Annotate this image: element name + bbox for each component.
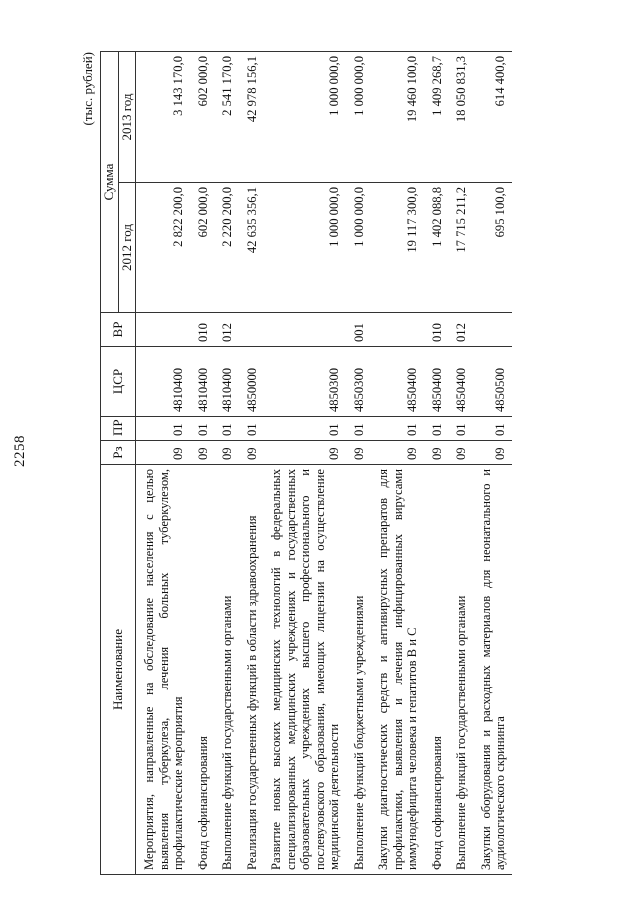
cell-name: Выполнение функций государственными органами: [214, 465, 239, 875]
table-row: [424, 52, 449, 875]
cell-csr: 4850500: [473, 347, 512, 417]
cell-csr: 4850400: [424, 347, 449, 417]
cell-vr: 010: [424, 313, 449, 347]
table-header: [101, 52, 136, 875]
page-number: 2258: [12, 435, 28, 467]
cell-pr: 01: [263, 417, 346, 441]
header-year-2013: 2013 год: [118, 52, 136, 183]
cell-vr: [473, 313, 512, 347]
cell-name: Фонд софинансирования: [424, 465, 449, 875]
table-row: [214, 52, 239, 875]
cell-name: Фонд софинансирования: [190, 465, 215, 875]
cell-2013: 19 460 100,0: [370, 52, 424, 183]
cell-rz: 09: [239, 441, 264, 465]
cell-vr: 012: [448, 313, 473, 347]
cell-vr: [239, 313, 264, 347]
cell-pr: 01: [239, 417, 264, 441]
cell-vr: [370, 313, 424, 347]
cell-name: Выполнение функций бюджетными учреждениями: [346, 465, 371, 875]
header-csr: ЦСР: [101, 347, 136, 417]
cell-2012: 1 402 088,8: [424, 183, 449, 313]
cell-pr: 01: [424, 417, 449, 441]
cell-2012: 17 715 211,2: [448, 183, 473, 313]
header-vr: ВР: [101, 313, 136, 347]
cell-2013: 18 050 831,3: [448, 52, 473, 183]
cell-2012: 602 000,0: [190, 183, 215, 313]
cell-csr: 4810400: [214, 347, 239, 417]
cell-rz: 09: [190, 441, 215, 465]
cell-rz: 09: [263, 441, 346, 465]
table-row: [190, 52, 215, 875]
cell-rz: 09: [473, 441, 512, 465]
cell-2013: 1 000 000,0: [346, 52, 371, 183]
units-label: (тыс. рублей): [80, 52, 95, 126]
cell-rz: 09: [424, 441, 449, 465]
cell-2013: 2 541 170,0: [214, 52, 239, 183]
header-sum: Сумма: [101, 52, 119, 313]
cell-name: Мероприятия, направленные на обследование населения с целью выявления туберкулеза, лечения больных туберкулезом, профилактические мероприятия: [136, 465, 190, 875]
cell-vr: [136, 313, 190, 347]
cell-name: Закупки оборудования и расходных материалов для неонатального и аудиологического скрининга: [473, 465, 512, 875]
cell-2012: 19 117 300,0: [370, 183, 424, 313]
cell-vr: 012: [214, 313, 239, 347]
cell-csr: 4850400: [370, 347, 424, 417]
header-rz: Рз: [101, 441, 136, 465]
cell-2012: 2 822 200,0: [136, 183, 190, 313]
budget-table: [100, 51, 512, 875]
cell-pr: 01: [190, 417, 215, 441]
cell-2012: 1 000 000,0: [263, 183, 346, 313]
cell-pr: 01: [136, 417, 190, 441]
cell-csr: 4850000: [239, 347, 264, 417]
cell-2013: 3 143 170,0: [136, 52, 190, 183]
cell-vr: 001: [346, 313, 371, 347]
header-pr: ПР: [101, 417, 136, 441]
cell-pr: 01: [214, 417, 239, 441]
cell-name: Развитие новых высоких медицинских технологий в федеральных специализированных медицинских учреждениях и государственных образовательных учреждениях высшего профессионального и послевузовского образования, имеющих лицензии на осуществление медицинской деятельности: [263, 465, 346, 875]
cell-name: Выполнение функций государственными органами: [448, 465, 473, 875]
cell-rz: 09: [136, 441, 190, 465]
cell-pr: 01: [448, 417, 473, 441]
table-row: [448, 52, 473, 875]
cell-rz: 09: [346, 441, 371, 465]
cell-2012: 2 220 200,0: [214, 183, 239, 313]
table-row: [370, 52, 424, 875]
cell-2012: 1 000 000,0: [346, 183, 371, 313]
table-row: [346, 52, 371, 875]
table-row: [263, 52, 346, 875]
cell-2012: 42 635 356,1: [239, 183, 264, 313]
cell-rz: 09: [370, 441, 424, 465]
cell-csr: 4850300: [263, 347, 346, 417]
cell-pr: 01: [346, 417, 371, 441]
cell-rz: 09: [448, 441, 473, 465]
cell-csr: 4810400: [136, 347, 190, 417]
header-name: Наименование: [101, 465, 136, 875]
table-body: [136, 52, 512, 875]
cell-2013: 602 000,0: [190, 52, 215, 183]
table-row: [473, 52, 512, 875]
cell-2013: 614 400,0: [473, 52, 512, 183]
cell-name: Реализация государственных функций в области здравоохранения: [239, 465, 264, 875]
cell-2012: 695 100,0: [473, 183, 512, 313]
cell-csr: 4810400: [190, 347, 215, 417]
cell-rz: 09: [214, 441, 239, 465]
table-row: [136, 52, 190, 875]
header-year-2012: 2012 год: [118, 183, 136, 313]
cell-name: Закупки диагностических средств и антивирусных препаратов для профилактики, выявления и лечения инфицированных вирусами иммунодефицита человека и гепатитов B и C: [370, 465, 424, 875]
cell-pr: 01: [473, 417, 512, 441]
cell-vr: [263, 313, 346, 347]
cell-csr: 4850400: [448, 347, 473, 417]
cell-2013: 42 978 156,1: [239, 52, 264, 183]
cell-csr: 4850300: [346, 347, 371, 417]
cell-vr: 010: [190, 313, 215, 347]
cell-2013: 1 000 000,0: [263, 52, 346, 183]
cell-2013: 1 409 268,7: [424, 52, 449, 183]
table-row: [239, 52, 264, 875]
cell-pr: 01: [370, 417, 424, 441]
